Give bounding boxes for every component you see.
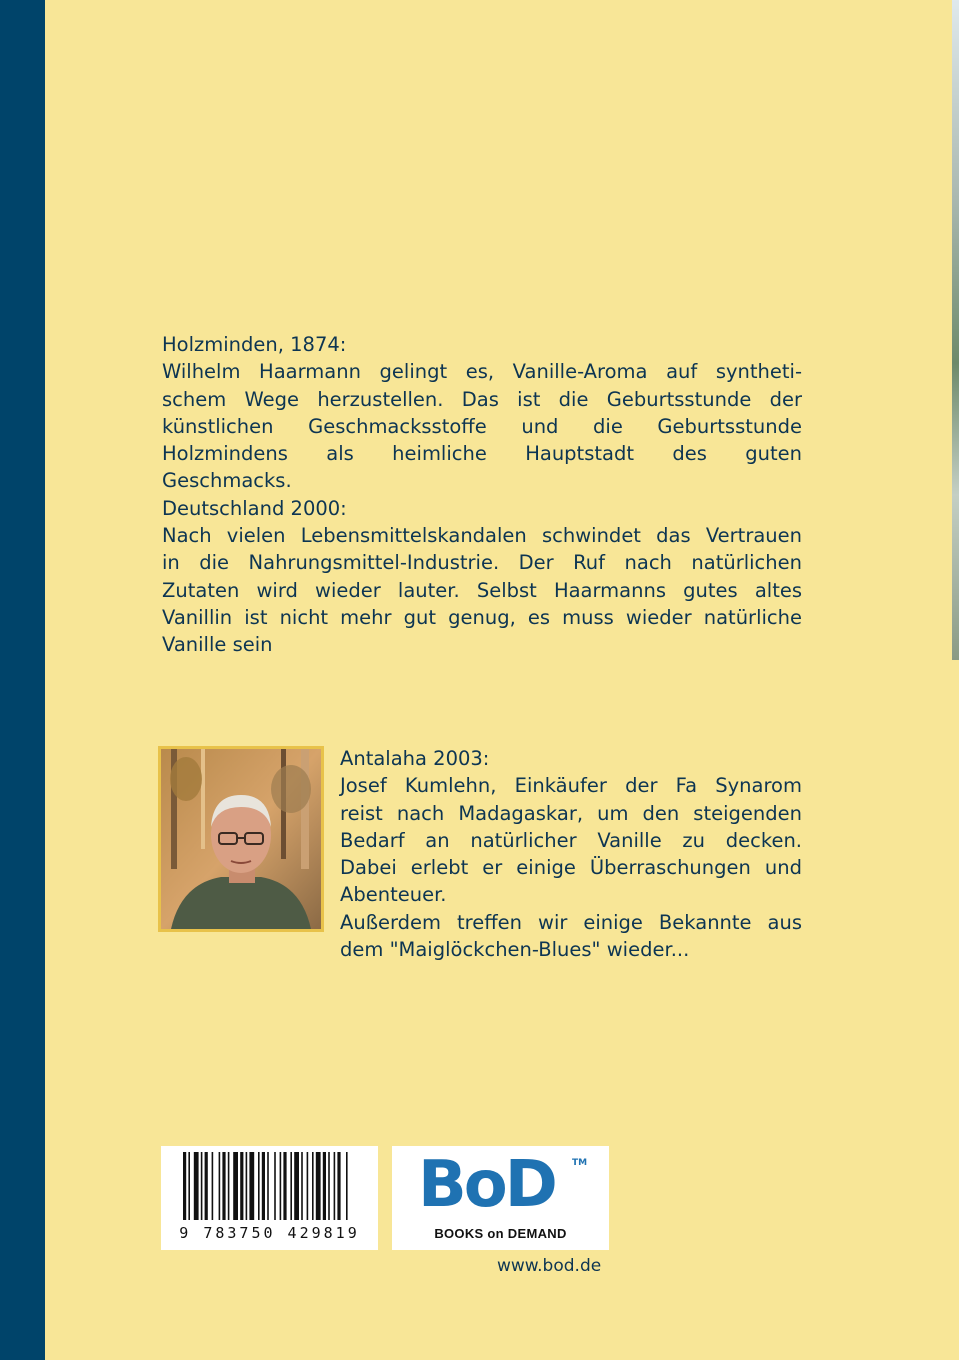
blurb-top bbox=[162, 331, 802, 659]
blurb-bottom bbox=[340, 745, 802, 963]
front-cover-edge bbox=[952, 0, 959, 660]
heading-deutschland: Deutschland 2000: bbox=[162, 496, 347, 520]
barcode-digits: 9 783750 429819 bbox=[179, 1224, 360, 1242]
publisher-tagline: BOOKS on DEMAND bbox=[434, 1226, 567, 1241]
blurb-line: Geschmacks. bbox=[162, 469, 292, 493]
barcode-bars-icon bbox=[161, 1146, 378, 1224]
blurb-line: Josef Kumlehn, Einkäufer der Fa Synarom bbox=[340, 774, 802, 798]
blurb-line: Außerdem treffen wir einige Bekannte aus bbox=[340, 910, 802, 934]
blurb-line: dem "Maiglöckchen-Blues" wieder... bbox=[340, 938, 690, 962]
blurb-line: Bedarf an natürlicher Vanille zu decken. bbox=[340, 828, 802, 852]
blurb-line: reist nach Madagaskar, um den steigenden bbox=[340, 801, 802, 825]
blurb-line: Vanille sein bbox=[162, 633, 273, 657]
publisher-url: www.bod.de bbox=[497, 1256, 602, 1276]
blurb-line: Vanillin ist nicht mehr gut genug, es muss wieder natürliche bbox=[162, 605, 802, 629]
heading-antalaha: Antalaha 2003: bbox=[340, 747, 490, 770]
bod-logo: BoD bbox=[418, 1148, 555, 1222]
blurb-line: Dabei erlebt er einige Überraschungen und bbox=[340, 856, 802, 880]
author-portrait bbox=[158, 746, 324, 932]
blurb-line: Wilhelm Haarmann gelingt es, Vanille-Aroma auf syntheti- bbox=[162, 360, 802, 384]
blurb-line: in die Nahrungsmittel-Industrie. Der Ruf nach natürlichen bbox=[162, 551, 802, 575]
blurb-line: Abenteuer. bbox=[340, 883, 447, 907]
blurb-line: Nach vielen Lebensmittelskandalen schwindet das Vertrauen bbox=[162, 524, 802, 548]
blurb-line: schem Wege herzustellen. Das ist die Geburtsstunde der bbox=[162, 387, 802, 411]
blurb-line: Holzmindens als heimliche Hauptstadt des guten bbox=[162, 442, 802, 466]
spine-left-band bbox=[0, 0, 45, 1360]
heading-holzminden: Holzminden, 1874: bbox=[162, 333, 347, 356]
blurb-line: künstlichen Geschmacksstoffe und die Geburtsstunde bbox=[162, 414, 802, 438]
trademark-mark: TM bbox=[572, 1158, 588, 1168]
isbn-barcode bbox=[161, 1146, 378, 1250]
publisher-logo-box bbox=[392, 1146, 609, 1250]
blurb-line: Zutaten wird wieder lauter. Selbst Haarmanns gutes altes bbox=[162, 578, 802, 602]
